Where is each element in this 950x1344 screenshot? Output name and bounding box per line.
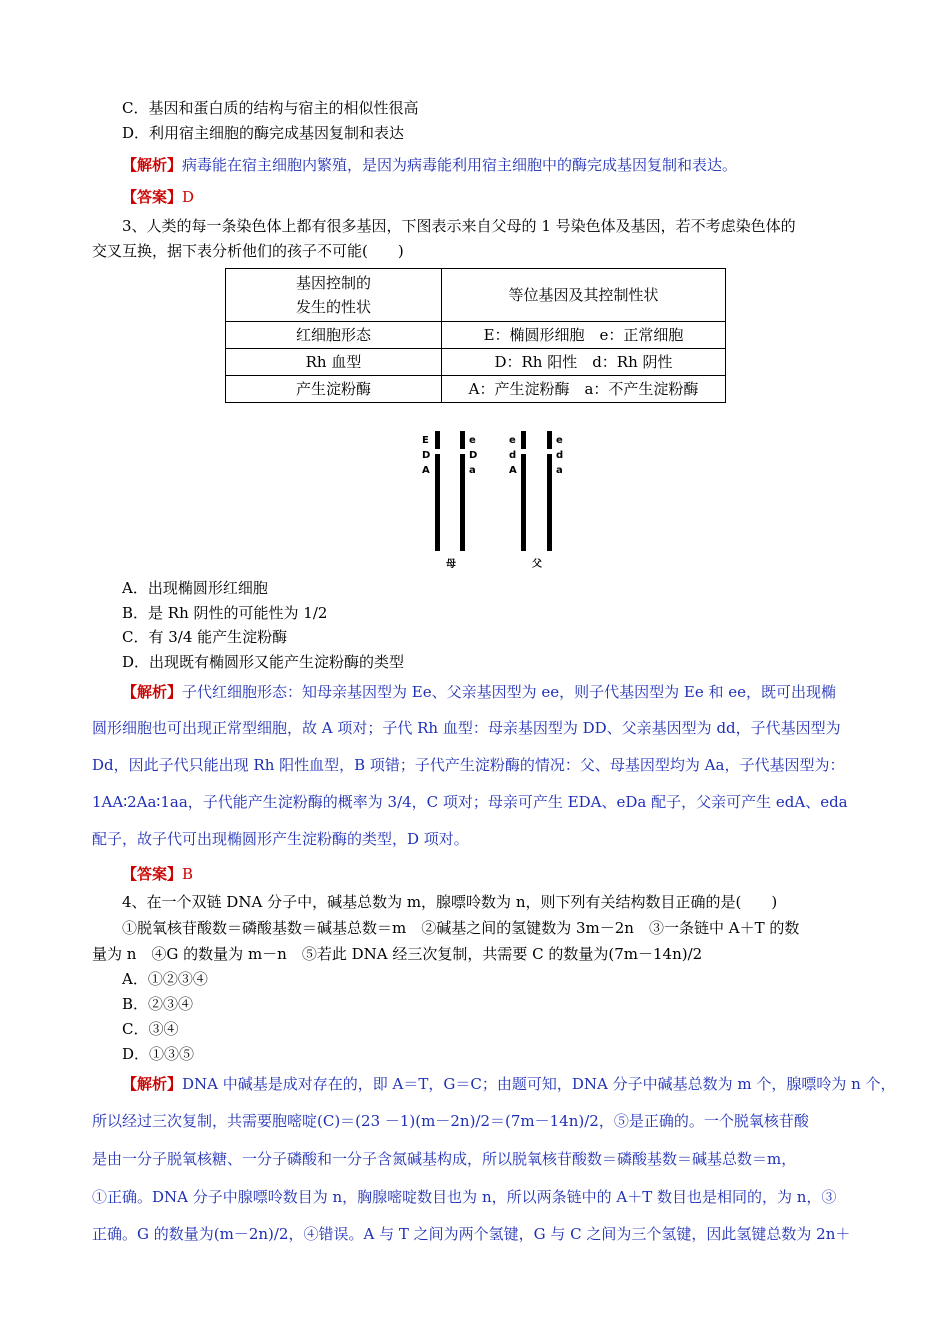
- chromosome-mother-1: [422, 431, 440, 551]
- q3-answer: [122, 864, 193, 884]
- header-line: 基因控制的: [295, 274, 371, 292]
- q4-analysis-line: [122, 1074, 896, 1094]
- table-row: [226, 349, 726, 376]
- q2-analysis: [122, 155, 737, 175]
- q3-analysis-line: Dd，因此子代只能出现 Rh 阳性血型，B 项错；子代产生淀粉酶的情况：父、母基因型均为 Aa，子代基因型为：: [92, 756, 845, 774]
- gene-label: D: [469, 450, 478, 461]
- table-row: [226, 376, 726, 403]
- analysis-text: DNA 中碱基是成对存在的，即 A＝T，G＝C；由题可知，DNA 分子中碱基总数为 m 个，腺嘌呤为 n 个，: [182, 1075, 896, 1093]
- gene-label: d: [509, 450, 517, 461]
- centromere-gap: [435, 449, 440, 454]
- header-line: 发生的性状: [295, 298, 371, 316]
- gene-label: A: [422, 465, 430, 476]
- analysis-tag: 【解析】: [122, 1075, 183, 1093]
- table-header-row: [226, 269, 726, 322]
- gene-label: A: [509, 465, 517, 476]
- analysis-text: 病毒能在宿主细胞内繁殖，是因为病毒能利用宿主细胞中的酶完成基因复制和表达。: [182, 156, 738, 174]
- q4-analysis-line: ①正确。DNA 分子中腺嘌呤数目为 n，胸腺嘧啶数目也为 n，所以两条链中的 A＋T 数目也是相同的，为 n，③: [92, 1188, 837, 1206]
- q3-analysis-line: [122, 682, 836, 702]
- q4-option-d: D．①③⑤: [122, 1045, 195, 1063]
- gene-label: D: [422, 450, 431, 461]
- q3-analysis-line: 配子，故子代可出现椭圆形产生淀粉酶的类型，D 项对。: [92, 830, 469, 848]
- q3-option-c: C．有 3/4 能产生淀粉酶: [122, 628, 288, 646]
- father-label: 父: [532, 559, 542, 570]
- table-cell-genes: D：Rh 阳性 d：Rh 阴性: [442, 349, 726, 376]
- gene-label: e: [469, 435, 476, 446]
- q4-stem: 4、在一个双链 DNA 分子中，碱基总数为 m，腺嘌呤数为 n，则下列有关结构数目正确的是( ): [122, 893, 778, 911]
- gene-label: e: [509, 435, 516, 446]
- gene-label: d: [556, 450, 564, 461]
- answer-value: D: [182, 188, 195, 206]
- q4-analysis-line: 正确。G 的数量为(m－2n)/2，④错误。A 与 T 之间为两个氢键，G 与 C 之间为三个氢键，因此氢键总数为 2n＋: [92, 1225, 851, 1243]
- chromosome-figure: [415, 425, 575, 573]
- q2-answer: [122, 187, 194, 207]
- q4-items-line1: ①脱氧核苷酸数＝磷酸基数＝碱基总数＝m ②碱基之间的氢键数为 3m－2n ③一条链中 A＋T 的数: [122, 919, 800, 937]
- analysis-text: 子代红细胞形态：知母亲基因型为 Ee、父亲基因型为 ee，则子代基因型为 Ee 和 ee，既可出现椭: [182, 683, 837, 701]
- analysis-tag: 【解析】: [122, 156, 183, 174]
- q4-analysis-line: 所以经过三次复制，共需要胞嘧啶(C)＝(23 －1)(m－2n)/2＝(7m－14n)/2，⑤是正确的。一个脱氧核苷酸: [92, 1112, 809, 1130]
- q3-stem-line2: 交叉互换，据下表分析他们的孩子不可能( ): [92, 242, 404, 260]
- table-cell-genes: A：产生淀粉酶 a：不产生淀粉酶: [442, 376, 726, 403]
- table-header-trait: [226, 269, 442, 322]
- q3-option-d: D．出现既有椭圆形又能产生淀粉酶的类型: [122, 653, 405, 671]
- mother-label: 母: [446, 559, 456, 570]
- chromosome-father-2: [547, 431, 563, 551]
- table-row: [226, 322, 726, 349]
- q4-analysis-line: 是由一分子脱氧核糖、一分子磷酸和一分子含氮碱基构成，所以脱氧核苷酸数＝磷酸基数＝碱基总数＝m，: [92, 1150, 797, 1168]
- q3-analysis-line: 1AA∶2Aa∶1aa，子代能产生淀粉酶的概率为 3/4，C 项对；母亲可产生 EDA、eDa 配子，父亲可产生 edA、eda: [92, 793, 848, 811]
- gene-label: E: [422, 435, 429, 446]
- centromere-gap: [521, 449, 526, 454]
- gene-label: a: [556, 465, 563, 476]
- gene-trait-table: [225, 268, 726, 403]
- table-cell-trait: 红细胞形态: [226, 322, 442, 349]
- q3-stem-line1: 3、人类的每一条染色体上都有很多基因，下图表示来自父母的 1 号染色体及基因，若不考虑染色体的: [122, 217, 796, 235]
- table-cell-genes: E：椭圆形细胞 e：正常细胞: [442, 322, 726, 349]
- answer-value: B: [182, 865, 194, 883]
- q4-option-c: C．③④: [122, 1020, 179, 1038]
- table-header-genes: 等位基因及其控制性状: [442, 269, 726, 322]
- answer-tag: 【答案】: [122, 188, 183, 206]
- q4-option-a: A．①②③④: [122, 970, 208, 988]
- q4-option-b: B．②③④: [122, 995, 194, 1013]
- answer-tag: 【答案】: [122, 865, 183, 883]
- table-cell-trait: 产生淀粉酶: [226, 376, 442, 403]
- gene-label: e: [556, 435, 563, 446]
- analysis-tag: 【解析】: [122, 683, 183, 701]
- q2-option-c: C．基因和蛋白质的结构与宿主的相似性很高: [122, 99, 419, 117]
- q2-option-d: D．利用宿主细胞的酶完成基因复制和表达: [122, 124, 405, 142]
- q3-option-a: A．出现椭圆形红细胞: [122, 579, 268, 597]
- centromere-gap: [460, 449, 465, 454]
- q3-option-b: B．是 Rh 阴性的可能性为 1/2: [122, 604, 328, 622]
- chromosome-father-1: [509, 431, 526, 551]
- q3-analysis-line: 圆形细胞也可出现正常型细胞，故 A 项对；子代 Rh 血型：母亲基因型为 DD、父亲基因型为 dd，子代基因型为: [92, 719, 841, 737]
- centromere-gap: [547, 449, 552, 454]
- gene-label: a: [469, 465, 476, 476]
- table-cell-trait: Rh 血型: [226, 349, 442, 376]
- chromosome-mother-2: [460, 431, 477, 551]
- q4-items-line2: 量为 n ④G 的数量为 m－n ⑤若此 DNA 经三次复制，共需要 C 的数量为(7m－14n)/2: [92, 945, 703, 963]
